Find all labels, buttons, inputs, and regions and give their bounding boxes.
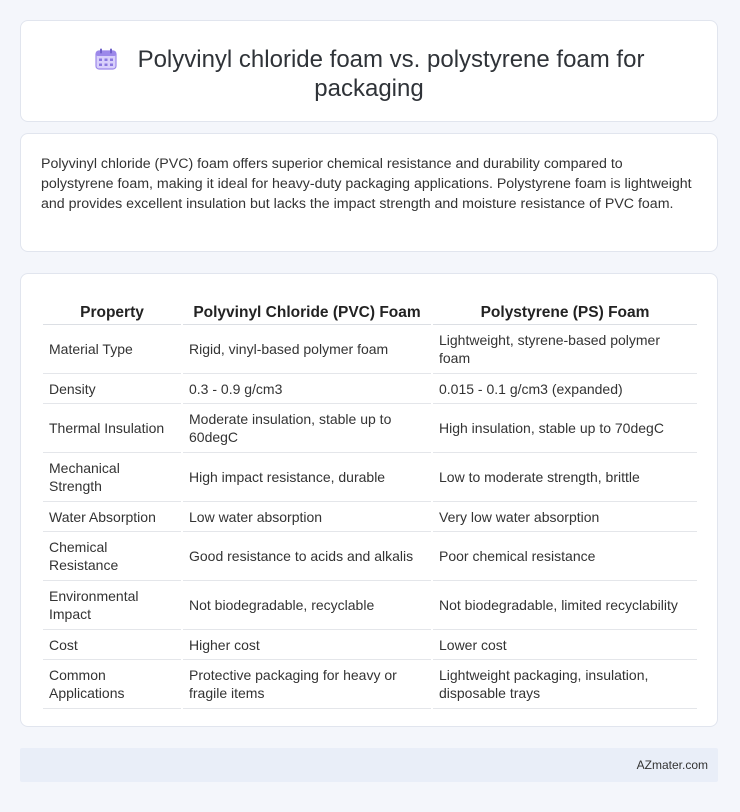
row-label: Common Applications: [43, 660, 181, 709]
pvc-cell: Not biodegradable, recyclable: [183, 581, 431, 630]
row-label: Environmental Impact: [43, 581, 181, 630]
ps-cell: Low to moderate strength, brittle: [433, 453, 697, 502]
row-label: Cost: [43, 630, 181, 660]
title-card: [20, 20, 718, 122]
calendar-icon: [94, 47, 118, 71]
header-pvc: Polyvinyl Chloride (PVC) Foam: [183, 292, 431, 325]
pvc-cell: 0.3 - 0.9 g/cm3: [183, 374, 431, 404]
table-header-row: [43, 292, 697, 325]
table-row: [43, 404, 697, 453]
table-row: [43, 374, 697, 404]
pvc-cell: High impact resistance, durable: [183, 453, 431, 502]
ps-cell: Lower cost: [433, 630, 697, 660]
row-label: Chemical Resistance: [43, 532, 181, 581]
comparison-table: [41, 292, 699, 709]
page-title: [61, 45, 677, 74]
title-line-1: Polyvinyl chloride foam vs. polystyrene foam for: [137, 46, 645, 73]
row-label: Water Absorption: [43, 502, 181, 532]
table-row: [43, 453, 697, 502]
title-line-2: packaging: [314, 75, 424, 102]
pvc-cell: Moderate insulation, stable up to 60degC: [183, 404, 431, 453]
summary-card: [20, 133, 718, 252]
pvc-cell: Low water absorption: [183, 502, 431, 532]
pvc-cell: Rigid, vinyl-based polymer foam: [183, 325, 431, 374]
comparison-table-card: [20, 273, 718, 727]
table-row: [43, 502, 697, 532]
footer-bar: [20, 748, 718, 782]
ps-cell: Very low water absorption: [433, 502, 697, 532]
header-ps: Polystyrene (PS) Foam: [433, 292, 697, 325]
pvc-cell: Higher cost: [183, 630, 431, 660]
ps-cell: Not biodegradable, limited recyclability: [433, 581, 697, 630]
row-label: Material Type: [43, 325, 181, 374]
pvc-cell: Good resistance to acids and alkalis: [183, 532, 431, 581]
table-row: [43, 532, 697, 581]
row-label: Density: [43, 374, 181, 404]
row-label: Mechanical Strength: [43, 453, 181, 502]
table-row: [43, 630, 697, 660]
ps-cell: 0.015 - 0.1 g/cm3 (expanded): [433, 374, 697, 404]
table-row: [43, 325, 697, 374]
header-property: Property: [43, 292, 181, 325]
summary-text: Polyvinyl chloride (PVC) foam offers superior chemical resistance and durability compared to polystyrene foam, making it ideal for heavy-duty packaging applications. Polystyrene foam is lightweight and provides excellent insulation but lacks the impact strength and moisture resistance of PVC foam.: [41, 156, 692, 212]
row-label: Thermal Insulation: [43, 404, 181, 453]
ps-cell: High insulation, stable up to 70degC: [433, 404, 697, 453]
ps-cell: Poor chemical resistance: [433, 532, 697, 581]
footer-brand[interactable]: AZmater.com: [636, 758, 708, 772]
pvc-cell: Protective packaging for heavy or fragile items: [183, 660, 431, 709]
ps-cell: Lightweight packaging, insulation, disposable trays: [433, 660, 697, 709]
table-row: [43, 581, 697, 630]
table-row: [43, 660, 697, 709]
ps-cell: Lightweight, styrene-based polymer foam: [433, 325, 697, 374]
